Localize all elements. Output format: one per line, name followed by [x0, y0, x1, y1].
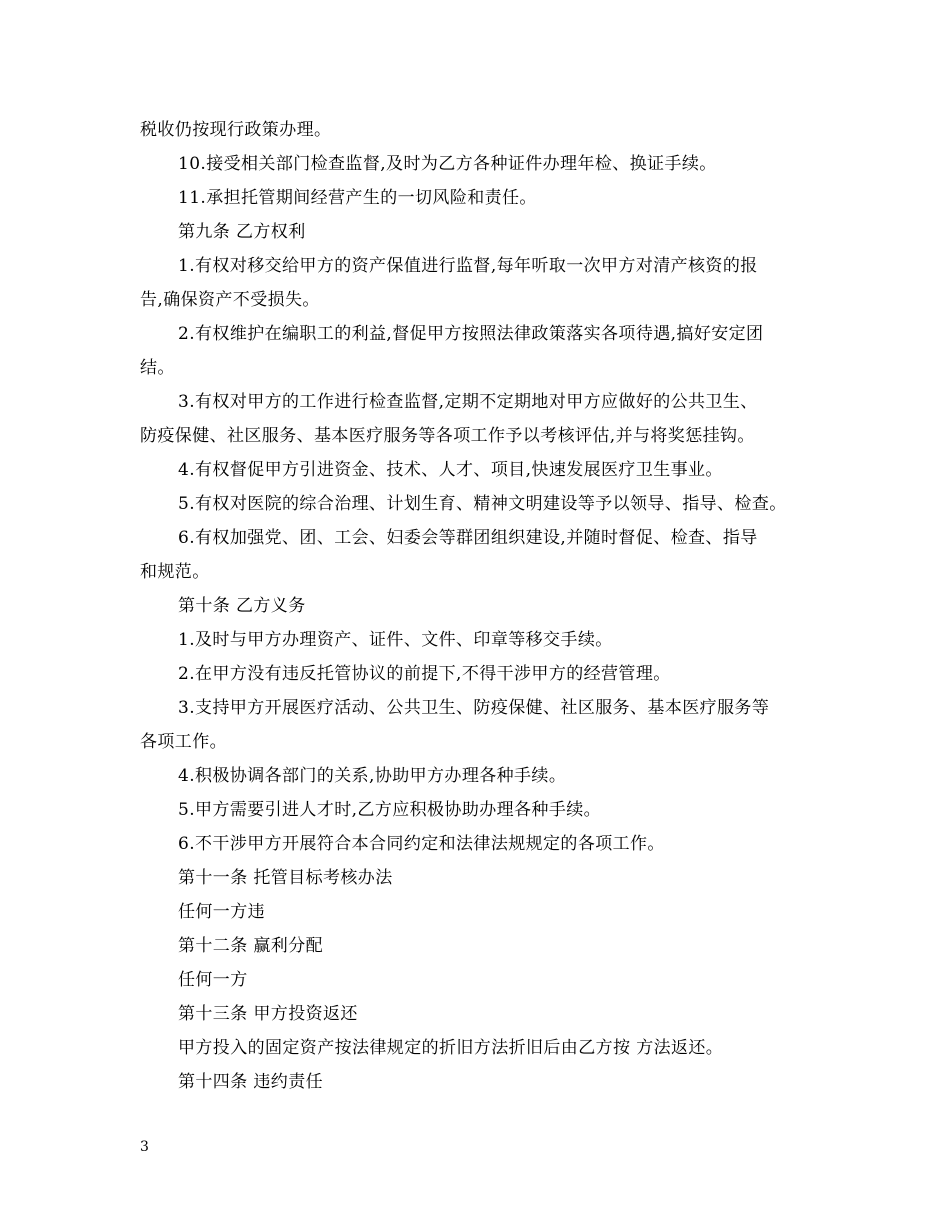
- text-line: 各项工作。: [140, 732, 227, 752]
- text-line: 3.支持甲方开展医疗活动、公共卫生、防疫保健、社区服务、基本医疗服务等: [178, 698, 770, 718]
- text-line: 甲方投入的固定资产按法律规定的折旧方法折旧后由乙方按 方法返还。: [178, 1038, 724, 1058]
- document-body: [140, 113, 820, 1099]
- text-line: 第九条 乙方权利: [178, 222, 306, 242]
- text-line: 6.有权加强党、团、工会、妇委会等群团组织建设,并随时督促、检查、指导: [178, 528, 758, 548]
- text-line: 5.甲方需要引进人才时,乙方应积极协助办理各种手续。: [178, 800, 602, 820]
- page-number: 3: [140, 1139, 149, 1155]
- text-line: 防疫保健、社区服务、基本医疗服务等各项工作予以考核评估,并与将奖惩挂钩。: [140, 426, 755, 446]
- text-line: 税收仍按现行政策办理。: [140, 120, 332, 140]
- text-line: 第十三条 甲方投资返还: [178, 1004, 358, 1024]
- text-line: 6.不干涉甲方开展符合本合同约定和法律法规规定的各项工作。: [178, 834, 665, 854]
- text-line: 和规范。: [140, 562, 210, 582]
- text-line: 3.有权对甲方的工作进行检查监督,定期不定期地对甲方应做好的公共卫生、: [178, 392, 758, 412]
- text-line: 第十二条 赢利分配: [178, 936, 324, 956]
- text-line: 5.有权对医院的综合治理、计划生育、精神文明建设等予以领导、指导、检查。: [178, 494, 787, 514]
- text-line: 第十条 乙方义务: [178, 596, 306, 616]
- text-line: 任何一方: [178, 970, 248, 990]
- text-line: 2.在甲方没有违反托管协议的前提下,不得干涉甲方的经营管理。: [178, 664, 671, 684]
- text-line: 2.有权维护在编职工的利益,督促甲方按照法律政策落实各项待遇,搞好安定团: [178, 324, 764, 344]
- text-line: 4.积极协调各部门的关系,协助甲方办理各种手续。: [178, 766, 567, 786]
- text-line: 第十四条 违约责任: [178, 1072, 324, 1092]
- text-line: 1.及时与甲方办理资产、证件、文件、印章等移交手续。: [178, 630, 613, 650]
- text-line: 1.有权对移交给甲方的资产保值进行监督,每年听取一次甲方对清产核资的报: [178, 256, 758, 276]
- text-line: 第十一条 托管目标考核办法: [178, 868, 393, 888]
- text-line: 10.接受相关部门检查监督,及时为乙方各种证件办理年检、换证手续。: [178, 154, 717, 174]
- text-line: 任何一方违: [178, 902, 265, 922]
- text-line: 4.有权督促甲方引进资金、技术、人才、项目,快速发展医疗卫生事业。: [178, 460, 723, 480]
- text-line: 11.承担托管期间经营产生的一切风险和责任。: [178, 188, 537, 208]
- text-line: 告,确保资产不受损失。: [140, 290, 320, 310]
- text-line: 结。: [140, 358, 175, 378]
